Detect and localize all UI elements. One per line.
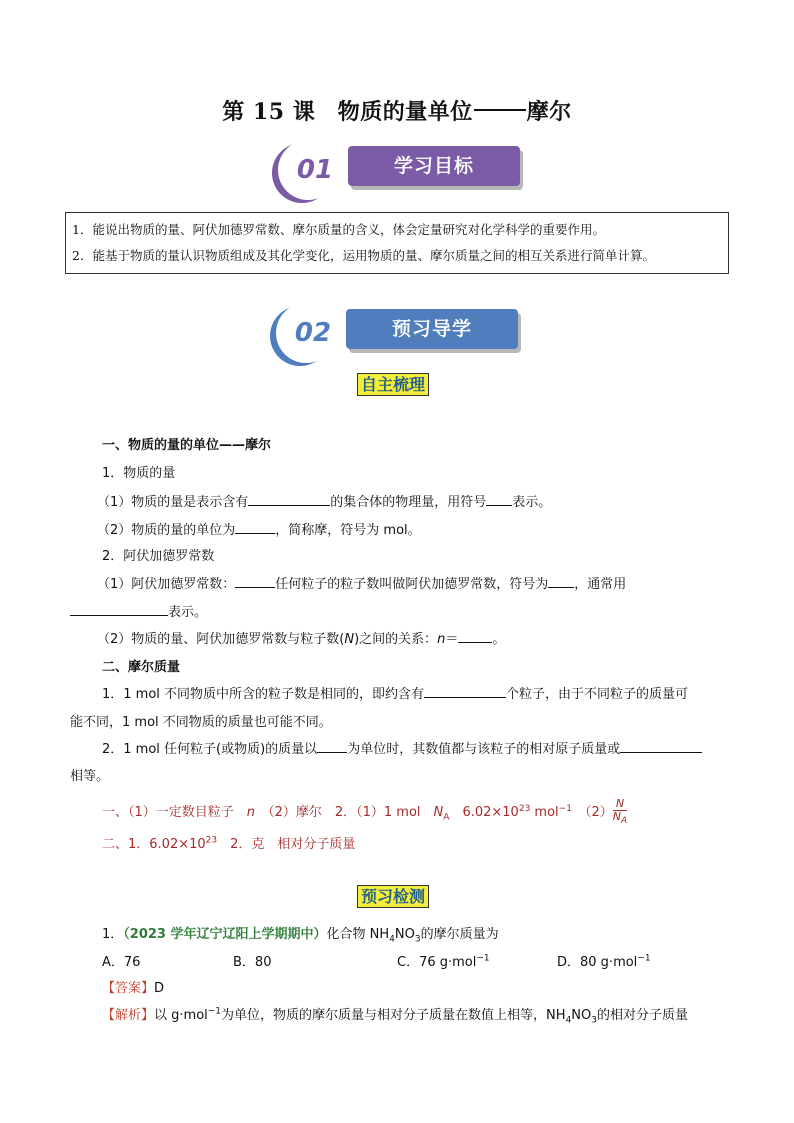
answers-line-1: 一、（1）一定数目粒子 n （2）摩尔 2．（1）1 mol $N_A$ $6.02\times 10^{23}$ mol$^{-1}$ （2） $\frac{N}{N_A}$ — [102, 797, 628, 827]
blank[interactable] — [548, 573, 574, 588]
blank[interactable] — [486, 491, 512, 506]
question-stem: 1．（2023 学年辽宁辽阳上学期期中）化合物 $NH_4NO_3$的摩尔质量为 — [102, 927, 499, 945]
blank[interactable] — [620, 738, 702, 753]
option-b[interactable]: B．80 — [233, 955, 272, 970]
fraction-n-over-na: $\frac{N}{N_A}$ — [612, 797, 628, 827]
objectives-box — [65, 212, 729, 274]
blank[interactable] — [235, 573, 275, 588]
part1-q1: （1）物质的量是表示含有 的集合体的物理量，用符号 表示。 — [97, 491, 551, 510]
part1-s1: 1．物质的量 — [102, 466, 176, 481]
part2-p2: 2．1 mol 任何粒子(或物质)的质量以 为单位时，其数值都与该粒子的相对原子质量或 — [102, 738, 702, 757]
blank[interactable] — [70, 601, 168, 616]
part2-heading: 二、摩尔质量 — [102, 660, 181, 675]
part2-p2-cont: 相等。 — [70, 769, 110, 784]
badge-number: 02 — [294, 318, 332, 348]
blank[interactable] — [458, 628, 492, 643]
badge-label: 预习导学 — [346, 309, 518, 349]
analysis-line: 【解析】以 g·mol$^{-1}$为单位，物质的摩尔质量与相对分子质量在数值上相等，$NH_4NO_3$的相对分子质量 — [102, 1006, 689, 1026]
subheading-self-study: 自主梳理 — [357, 372, 429, 395]
option-c[interactable]: C．76 g·mol$^{-1}$ — [397, 953, 490, 970]
part2-p1: 1．1 mol 不同物质中所含的粒子数是相同的，即约含有 个粒子，由于不同粒子的质量可 — [102, 683, 688, 702]
part1-q4: （2）物质的量、阿伏加德罗常数与粒子数(N)之间的关系：n＝ 。 — [97, 628, 505, 647]
objective-item: 2．能基于物质的量认识物质组成及其化学变化，运用物质的量、摩尔质量之间的相互关系进行简单计算。 — [72, 248, 655, 263]
option-d[interactable]: D．80 g·mol$^{-1}$ — [557, 953, 651, 970]
answers-line-2: 二、1．$6.02\times 10^{23}$ 2．克 相对分子质量 — [102, 835, 356, 852]
part1-s2: 2．阿伏加德罗常数 — [102, 549, 215, 564]
answer-line: 【答案】D — [102, 981, 165, 996]
part1-q3: （1）阿伏加德罗常数： 任何粒子的粒子数叫做阿伏加德罗常数，符号为 ，通常用 — [97, 573, 626, 592]
blank[interactable] — [317, 738, 347, 753]
subheading-preview-test: 预习检测 — [357, 884, 429, 907]
badge-number: 01 — [296, 155, 334, 185]
objective-item: 1．能说出物质的量、阿伏加德罗常数、摩尔质量的含义，体会定量研究对化学科学的重要作用。 — [72, 222, 605, 237]
page-title: 第 15 课 物质的量单位 摩尔 — [222, 99, 572, 125]
section-badge-objectives — [278, 140, 538, 200]
option-a[interactable]: A．76 — [102, 955, 141, 970]
blank[interactable] — [424, 683, 506, 698]
blank[interactable] — [248, 491, 330, 506]
part2-p1-cont: 能不同，1 mol 不同物质的质量也可能不同。 — [70, 715, 332, 730]
title-dash — [474, 109, 526, 111]
part1-heading: 一、物质的量的单位——摩尔 — [102, 438, 272, 453]
part1-q3-cont: 表示。 — [70, 601, 207, 620]
badge-label: 学习目标 — [348, 146, 520, 186]
blank[interactable] — [235, 519, 275, 534]
part1-q2: （2）物质的量的单位为 ，简称摩，符号为 mol。 — [97, 519, 421, 538]
section-badge-preview — [276, 303, 536, 363]
